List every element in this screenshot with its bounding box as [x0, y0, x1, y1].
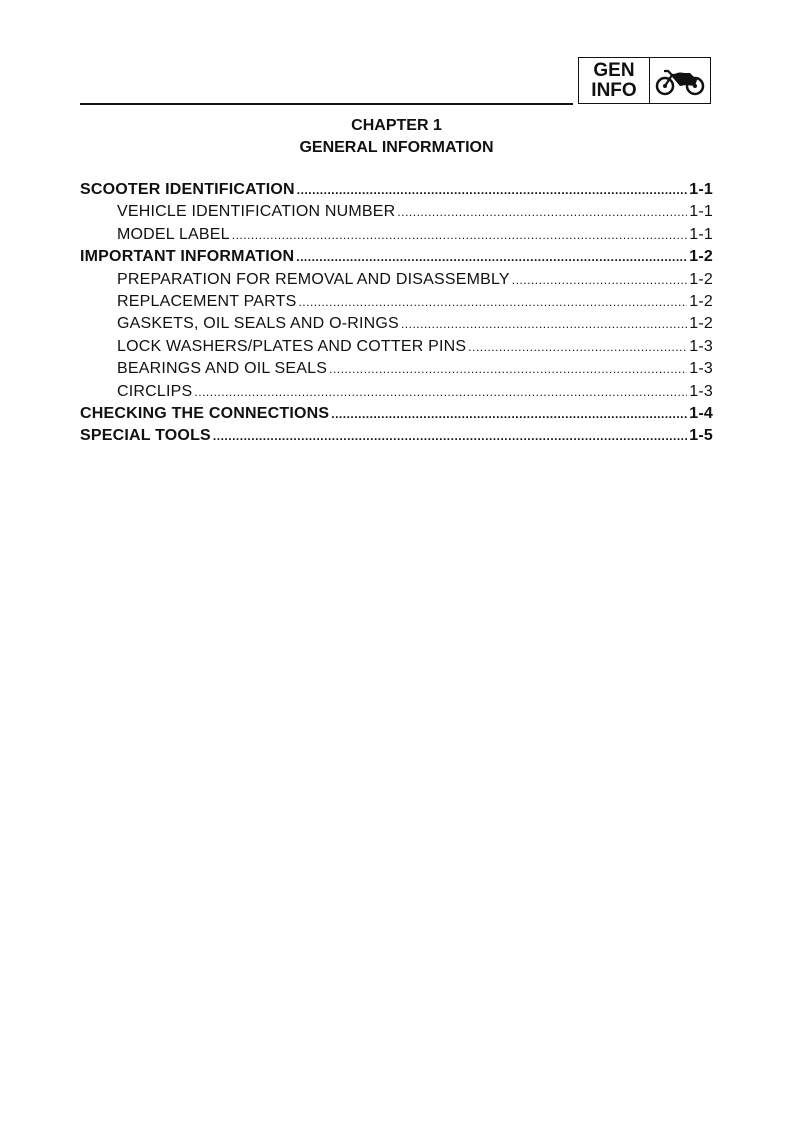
toc-entry-page: 1-5: [689, 427, 713, 445]
toc-entry-label: VEHICLE IDENTIFICATION NUMBER: [117, 203, 396, 221]
toc-entry-label: LOCK WASHERS/PLATES AND COTTER PINS: [117, 337, 467, 355]
toc-entry-page: 1-2: [689, 270, 713, 288]
toc-entry[interactable]: [80, 338, 713, 360]
toc-entry[interactable]: [80, 248, 713, 270]
toc-entry[interactable]: [80, 427, 713, 449]
leader-dots: [297, 183, 687, 197]
leader-dots: [397, 205, 687, 219]
badge-line1: GEN: [593, 59, 635, 81]
leader-dots: [194, 385, 687, 399]
leader-dots: [329, 362, 687, 376]
leader-dots: [331, 407, 687, 421]
toc-entry-label: CHECKING THE CONNECTIONS: [80, 404, 330, 422]
header-rule: [80, 103, 573, 105]
leader-dots: [298, 295, 687, 309]
badge-text: [579, 58, 650, 103]
toc-entry-page: 1-4: [689, 404, 713, 422]
toc-entry-label: IMPORTANT INFORMATION: [80, 248, 295, 266]
toc-entry-page: 1-2: [689, 248, 713, 266]
toc-entry[interactable]: [80, 315, 713, 337]
leader-dots: [512, 273, 687, 287]
toc-entry[interactable]: [80, 271, 713, 293]
section-badge: [578, 57, 711, 104]
motorcycle-icon: [650, 58, 710, 103]
toc-entry[interactable]: [80, 203, 713, 225]
toc-entry-label: PREPARATION FOR REMOVAL AND DISASSEMBLY: [117, 270, 510, 288]
leader-dots: [213, 429, 687, 443]
toc-entry[interactable]: [80, 360, 713, 382]
leader-dots: [232, 228, 688, 242]
leader-dots: [296, 250, 687, 264]
toc-entry[interactable]: [80, 383, 713, 405]
toc-entry[interactable]: [80, 226, 713, 248]
toc-entry-page: 1-3: [689, 337, 713, 355]
toc-entry-label: MODEL LABEL: [117, 225, 230, 243]
toc-entry-label: BEARINGS AND OIL SEALS: [117, 360, 328, 378]
toc-entry-label: CIRCLIPS: [117, 382, 193, 400]
badge-line2: INFO: [591, 79, 637, 101]
toc-entry[interactable]: [80, 405, 713, 427]
toc-entry-page: 1-1: [689, 181, 713, 198]
toc-entry-label: GASKETS, OIL SEALS AND O-RINGS: [117, 315, 399, 333]
toc-entry-label: REPLACEMENT PARTS: [117, 292, 297, 310]
toc-entry-page: 1-1: [689, 203, 713, 221]
toc-entry-page: 1-3: [689, 382, 713, 400]
toc-entry-label: SCOOTER IDENTIFICATION: [80, 181, 295, 198]
chapter-number: CHAPTER 1: [351, 117, 442, 134]
leader-dots: [468, 340, 687, 354]
toc-entry-page: 1-3: [689, 360, 713, 378]
toc-entry[interactable]: [80, 181, 713, 203]
toc-entry-label: SPECIAL TOOLS: [80, 427, 211, 445]
toc-entry-page: 1-1: [689, 225, 713, 243]
leader-dots: [401, 317, 687, 331]
chapter-title: GENERAL INFORMATION: [299, 139, 494, 156]
toc-entry-page: 1-2: [689, 292, 713, 310]
toc-entry[interactable]: [80, 293, 713, 315]
toc-entry-page: 1-2: [689, 315, 713, 333]
table-of-contents: [80, 181, 713, 450]
